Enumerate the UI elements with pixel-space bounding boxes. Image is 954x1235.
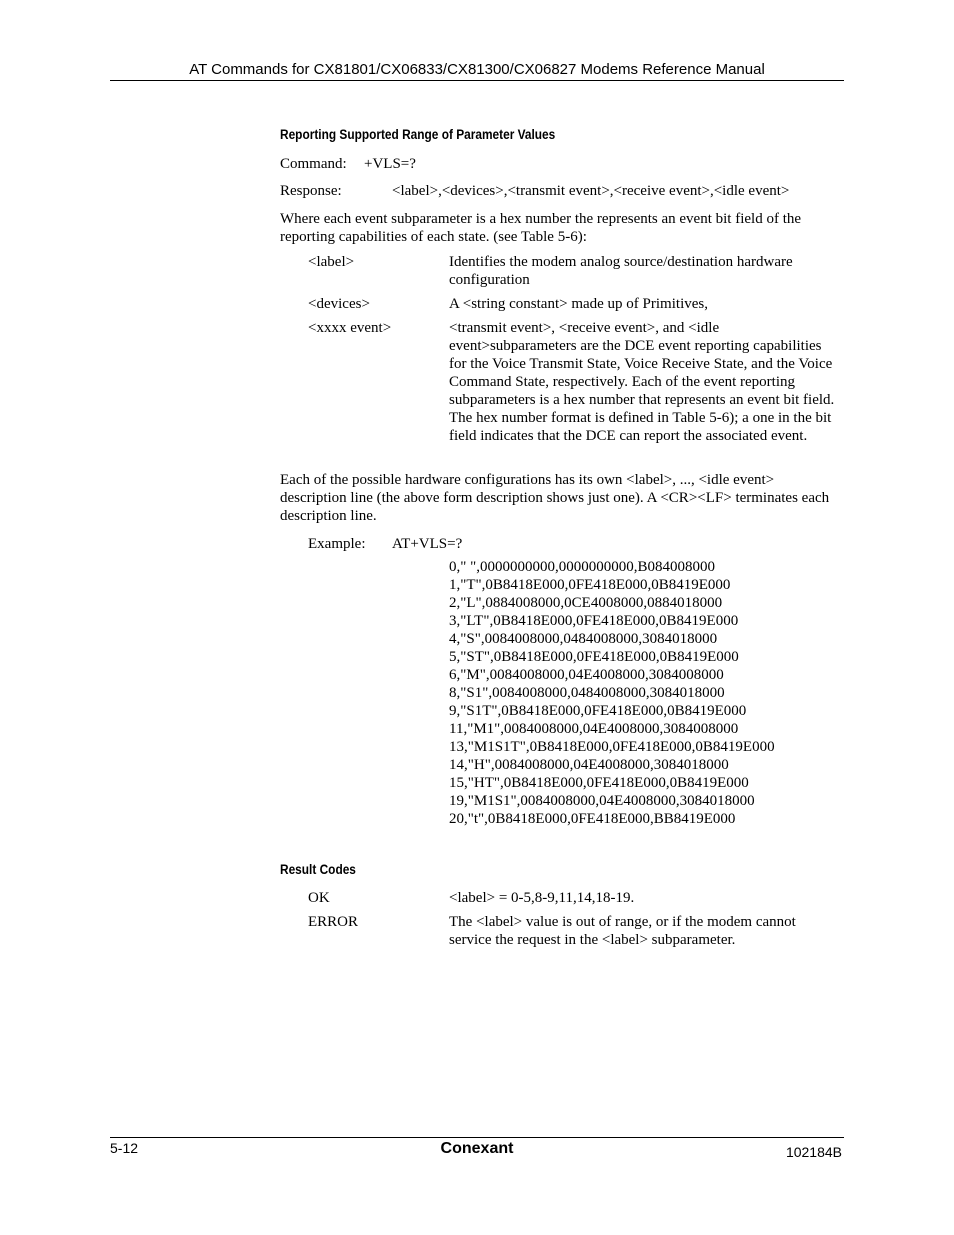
hardware-note-paragraph: Each of the possible hardware configurations has its own <label>, ..., <idle event> description line (the above form description shows just one). A <CR><LF> terminates each description line.: [280, 472, 830, 524]
footer-divider: [110, 1137, 844, 1138]
header-divider: [110, 80, 844, 81]
document-number: 102184B: [785, 1144, 842, 1160]
result-codes-heading: Result Codes: [280, 862, 356, 877]
example-output-line: 3,"LT",0B8418E000,0FE418E000,0B8419E000: [449, 613, 739, 629]
example-output-line: 19,"M1S1",0084008000,04E4008000,3084018000: [449, 793, 755, 809]
section-heading: Reporting Supported Range of Parameter Values: [280, 127, 556, 142]
example-output-line: 13,"M1S1T",0B8418E000,0FE418E000,0B8419E000: [449, 739, 775, 755]
param-description: Identifies the modem analog source/destination hardware configuration: [449, 254, 793, 288]
result-code-description: The <label> value is out of range, or if the modem cannot service the request in the <label> subparameter.: [449, 914, 796, 948]
example-output-block: [449, 558, 844, 828]
param-name: <xxxx event>: [308, 320, 392, 336]
example-output-line: 9,"S1T",0B8418E000,0FE418E000,0B8419E000: [449, 703, 747, 719]
example-output-line: 4,"S",0084008000,0484008000,3084018000: [449, 631, 718, 647]
param-description: <transmit event>, <receive event>, and <idle event>subparameters are the DCE event reporting capabilities for the Voice Transmit State, Voice Receive State, and the Voice Command State, respectively. Each of the event reporting subparameters is a hex number that represents an event bit field. The hex number format is defined in Table 5-6); a one in the bit field indicates that the DCE can report the associated event.: [449, 320, 835, 444]
response-value: <label>,<devices>,<transmit event>,<receive event>,<idle event>: [392, 183, 790, 199]
result-code: ERROR: [308, 914, 359, 930]
example-output-line: 1,"T",0B8418E000,0FE418E000,0B8419E000: [449, 577, 731, 593]
example-output-line: 20,"t",0B8418E000,0FE418E000,BB8419E000: [449, 811, 736, 827]
example-output-line: 6,"M",0084008000,04E4008000,3084008000: [449, 667, 724, 683]
command-value: +VLS=?: [364, 156, 416, 172]
example-output-line: 5,"ST",0B8418E000,0FE418E000,0B8419E000: [449, 649, 739, 665]
command-label: Command:: [280, 156, 347, 172]
company-name: Conexant: [440, 1140, 514, 1157]
example-output-line: 8,"S1",0084008000,0484008000,3084018000: [449, 685, 725, 701]
response-label: Response:: [280, 183, 342, 199]
example-output-line: 15,"HT",0B8418E000,0FE418E000,0B8419E000: [449, 775, 749, 791]
intro-paragraph: Where each event subparameter is a hex number the represents an event bit field of the reporting capabilities of each state. (see Table 5-6):: [280, 211, 802, 245]
example-command: AT+VLS=?: [392, 536, 463, 552]
example-output-line: 14,"H",0084008000,04E4008000,3084018000: [449, 757, 729, 773]
example-output-line: 11,"M1",0084008000,04E4008000,3084008000: [449, 721, 739, 737]
param-name: <label>: [308, 254, 355, 270]
example-label: Example:: [308, 536, 366, 552]
page-number: 5-12: [110, 1140, 139, 1156]
result-code: OK: [308, 890, 330, 906]
example-output-line: 0," ",0000000000,0000000000,B084008000: [449, 559, 716, 575]
result-code-description: <label> = 0-5,8-9,11,14,18-19.: [449, 890, 635, 906]
param-description: A <string constant> made up of Primitives,: [449, 296, 708, 312]
example-output-line: 2,"L",0884008000,0CE4008000,0884018000: [449, 595, 723, 611]
page-header-title: AT Commands for CX81801/CX06833/CX81300/CX06827 Modems Reference Manual: [189, 61, 765, 78]
param-name: <devices>: [308, 296, 370, 312]
